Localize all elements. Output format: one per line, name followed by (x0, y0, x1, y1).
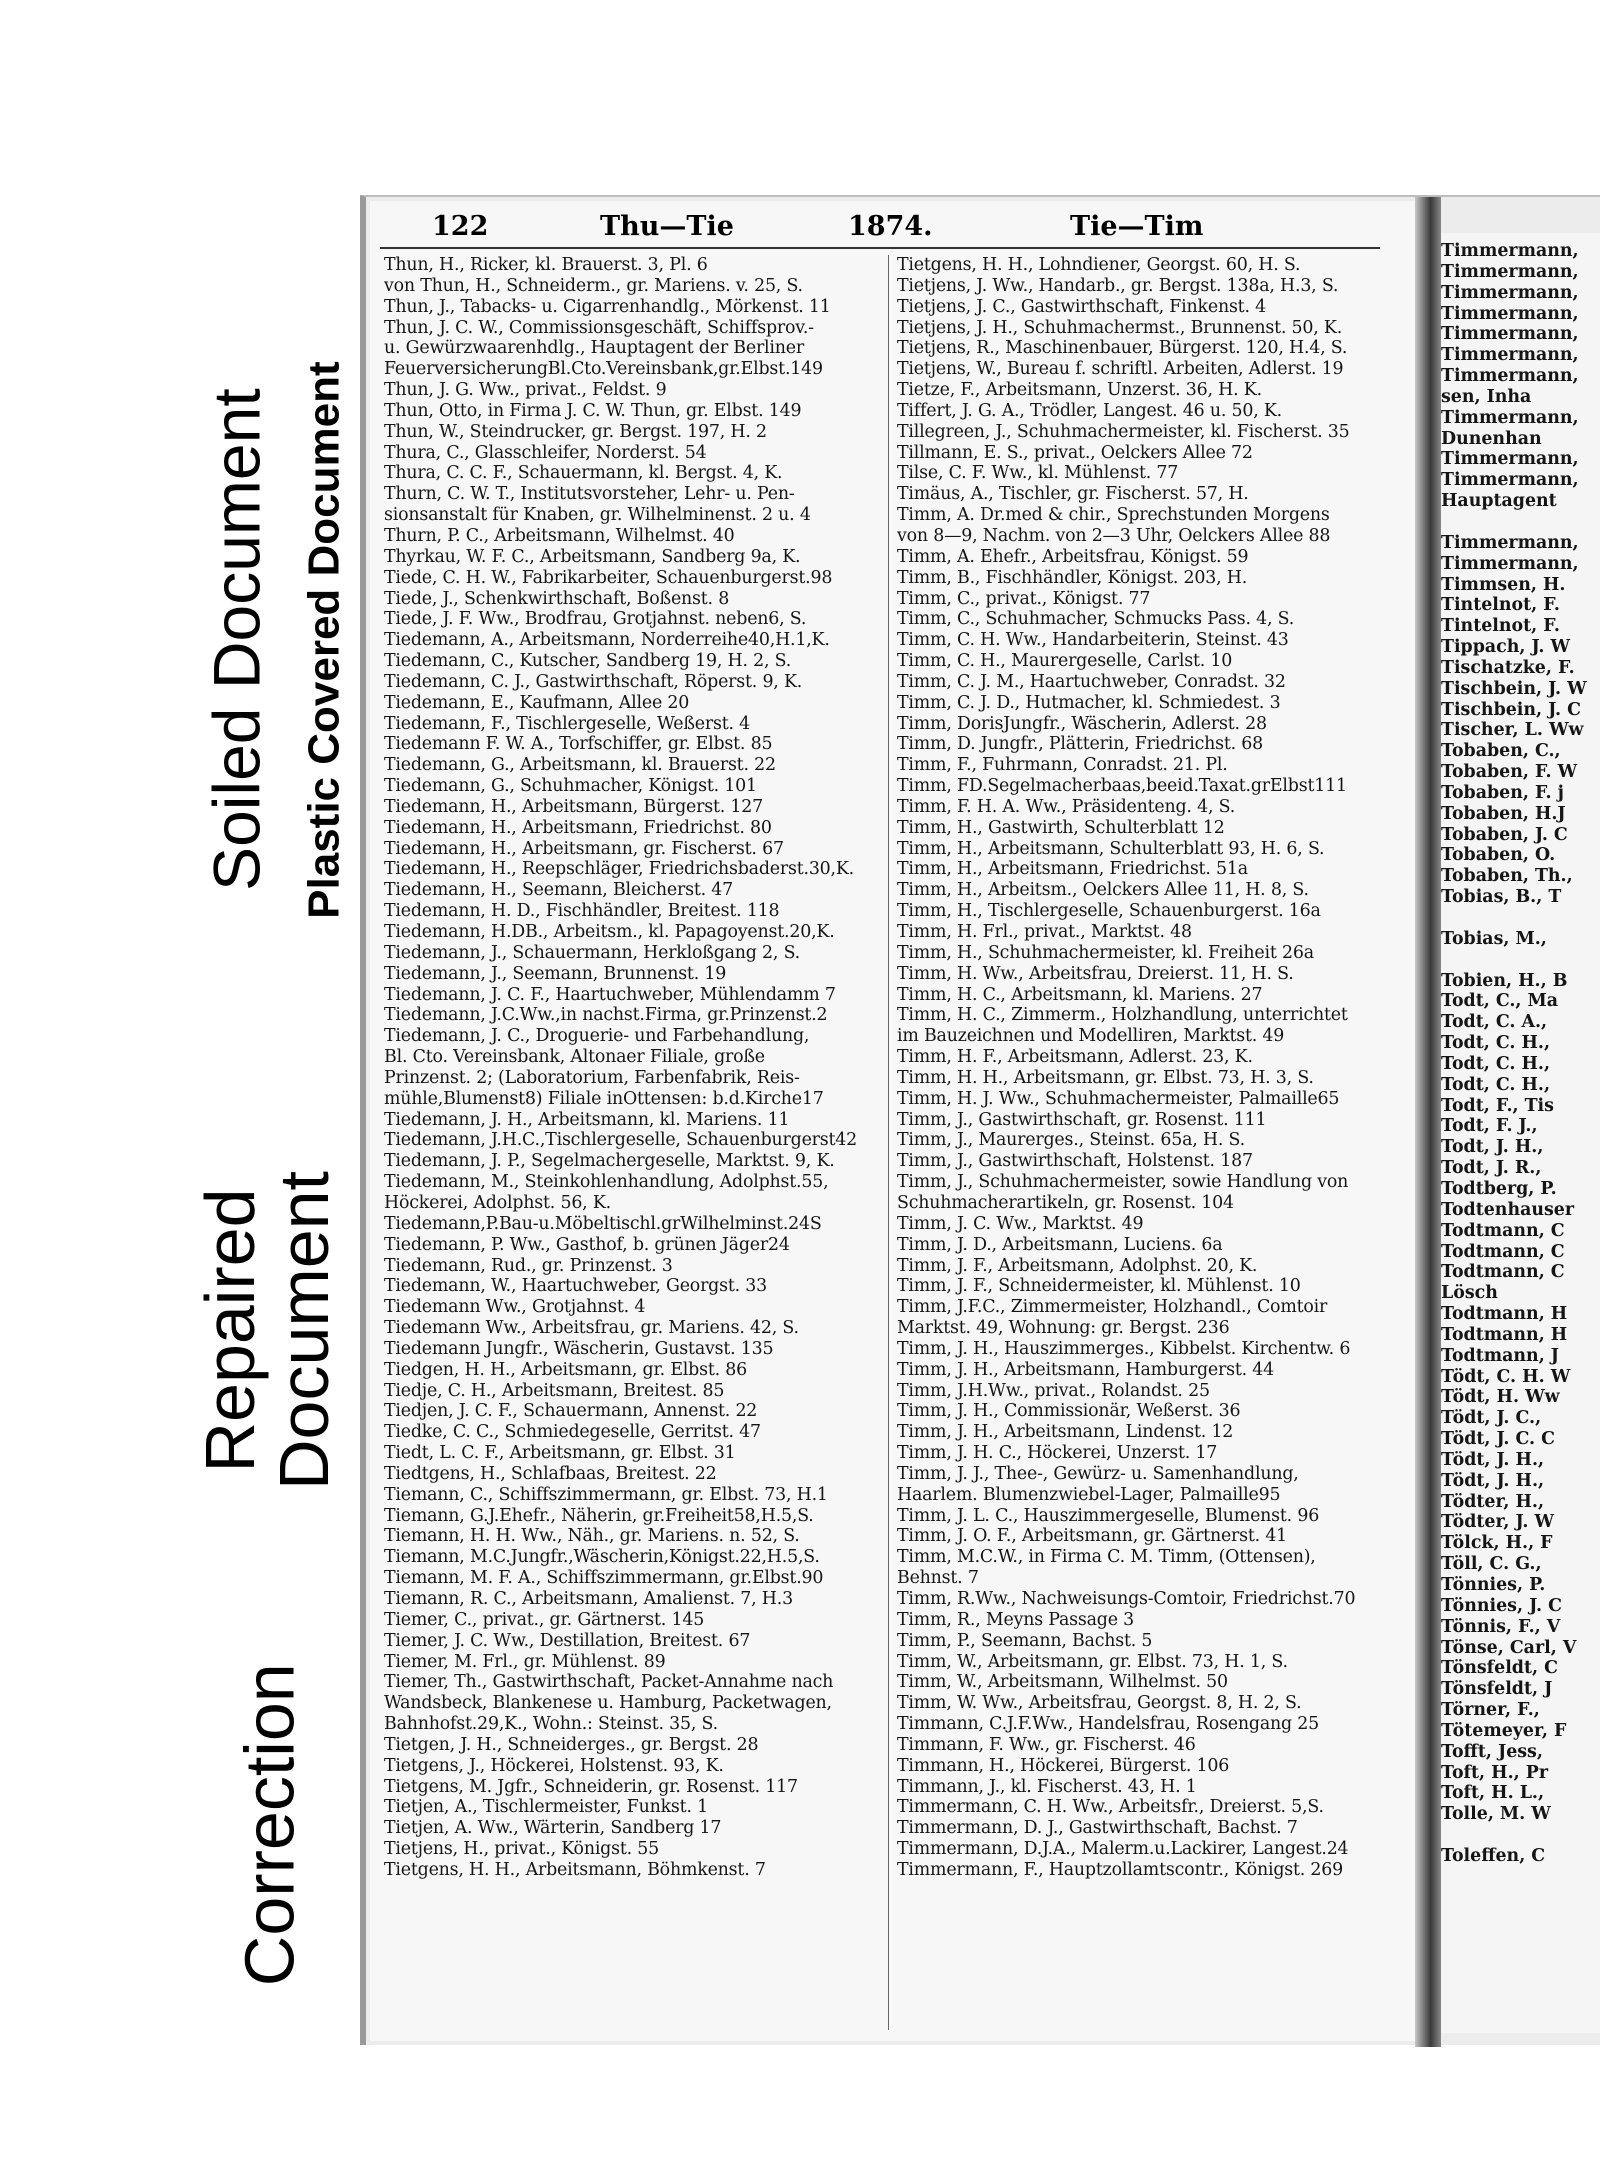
directory-entry: Timm, J. H., Hauszimmerges., Kibbelst. Kirchentw. 6 (897, 1338, 1351, 1359)
directory-entry: Tobaben, F. W (1441, 762, 1578, 783)
label-soiled (190, 300, 285, 980)
directory-entry: Tietjens, W., Bureau f. schriftl. Arbeiten, Adlerst. 19 (897, 359, 1344, 380)
directory-entry: FeuerversicherungBl.Cto.Vereinsbank,gr.Elbst.149 (384, 359, 823, 380)
directory-entry: Timm, J. O. F., Arbeitsmann, gr. Gärtnerst. 41 (897, 1526, 1288, 1547)
directory-entry (1441, 950, 1587, 971)
directory-entry: Tiedemann, A., Arbeitsmann, Norderreihe40,H.1,K. (384, 630, 830, 651)
directory-entry: Thurn, P. C., Arbeitsmann, Wilhelmst. 40 (384, 525, 735, 546)
directory-entry: Timm, J., Gastwirthschaft, gr. Rosenst. 111 (897, 1109, 1267, 1130)
directory-entry: Tietgen, J. H., Schneiderges., gr. Bergst. 28 (384, 1734, 759, 1755)
directory-entry: Todtenhauser (1441, 1199, 1575, 1220)
directory-entry: Timm, J., Schuhmachermeister, sowie Handlung von (897, 1172, 1349, 1193)
directory-entry: Timm, P., Seemann, Bachst. 5 (897, 1630, 1153, 1651)
directory-entry: Dunenhan (1441, 428, 1542, 449)
directory-entry: Timm, M.C.W., in Firma C. M. Timm, (Ottensen), (897, 1547, 1316, 1568)
directory-entry: Bl. Cto. Vereinsbank, Altonaer Filiale, große (384, 1047, 765, 1068)
directory-entry: Tötemeyer, F (1441, 1720, 1567, 1741)
directory-entry: Tietgens, J., Höckerei, Holstenst. 93, K. (384, 1755, 724, 1776)
directory-entry: Tietjen, A. Ww., Wärterin, Sandberg 17 (384, 1818, 722, 1839)
directory-entry: Tietjens, H., privat., Königst. 55 (384, 1839, 660, 1860)
directory-entry: Timm, J. H., Arbeitsmann, Hamburgerst. 44 (897, 1359, 1275, 1380)
directory-entry: Thun, J. C. W., Commissionsgeschäft, Schiffsprov.- (384, 317, 814, 338)
directory-entry: Tödter, H., (1441, 1491, 1545, 1512)
directory-entry: Timm, J. F., Arbeitsmann, Adolphst. 20, K. (897, 1255, 1258, 1276)
directory-entry: Tietgens, H. H., Lohndiener, Georgst. 60, H. S. (897, 255, 1301, 275)
directory-column-left (384, 255, 879, 1881)
directory-entry: Tietgens, M. Jgfr., Schneiderin, gr. Rosenst. 117 (384, 1776, 798, 1797)
directory-entry: Tiedemann, C., Kutscher, Sandberg 19, H. 2, S. (384, 651, 792, 672)
directory-entry: Timm, W., Arbeitsmann, Wilhelmst. 50 (897, 1672, 1228, 1693)
directory-entry: Tiedemann, G., Arbeitsmann, kl. Brauerst. 22 (384, 755, 776, 776)
directory-entry: Timm, J. F., Schneidermeister, kl. Mühlenst. 10 (897, 1276, 1301, 1297)
label-correction-text: Correction (230, 1663, 309, 1987)
directory-entry: Todtmann, C (1441, 1262, 1565, 1283)
directory-entry: Thun, J., Tabacks- u. Cigarrenhandlg., Mörkenst. 11 (384, 296, 831, 317)
directory-entry: Tiedemann, J. P., Segelmachergeselle, Marktst. 9, K. (384, 1151, 835, 1172)
directory-entry: Bahnhofst.29,K., Wohn.: Steinst. 35, S. (384, 1714, 718, 1735)
directory-entry: Timmermann, (1441, 449, 1579, 470)
directory-entry: Tönnies, P. (1441, 1575, 1546, 1595)
directory-entry: Timm, A. Dr.med & chir., Sprechstunden Morgens (897, 505, 1330, 526)
directory-entry: Tiedemann, J. C. F., Haartuchweber, Mühlendamm 7 (384, 984, 836, 1005)
directory-entry: Toft, H. L., (1441, 1783, 1545, 1804)
directory-entry: Tödt, J. H., (1441, 1449, 1545, 1470)
directory-entry: Tischbein, J. C (1441, 699, 1581, 720)
directory-entry: Tiemann, M. F. A., Schiffszimmermann, gr.Elbst.90 (384, 1568, 824, 1589)
directory-entry: Todt, J. R., (1441, 1158, 1542, 1179)
directory-entry: Todt, J. H., (1441, 1137, 1544, 1158)
directory-entry: Tiedke, C. C., Schmiedegeselle, Gerritst. 47 (384, 1422, 761, 1443)
directory-entry: Todt, C. H., (1441, 1074, 1551, 1095)
directory-entry: Tiedemann F. W. A., Torfschiffer, gr. Elbst. 85 (384, 734, 773, 755)
directory-entry: Timm, J.F.C., Zimmermeister, Holzhandl., Comtoir (897, 1297, 1328, 1318)
directory-entry: Tiedemann, H., Arbeitsmann, gr. Fischerst. 67 (384, 838, 784, 859)
directory-entry: Timm, C. J. D., Hutmacher, kl. Schmiedest. 3 (897, 692, 1281, 713)
directory-entry: Tischer, L. Ww (1441, 720, 1584, 741)
directory-entry: von Thun, H., Schneiderm., gr. Mariens. v. 25, S. (384, 275, 803, 296)
directory-entry: Timmermann, (1441, 303, 1579, 324)
directory-entry: Tönse, Carl, V (1441, 1637, 1577, 1658)
directory-entry: Timm, J., Maurerges., Steinst. 65a, H. S. (897, 1130, 1245, 1151)
side-labels (0, 0, 370, 2177)
directory-entry: Timm, H. J. Ww., Schuhmachermeister, Palmaille65 (897, 1088, 1340, 1109)
directory-entry: Tiedemann, H., Reepschläger, Friedrichsbaderst.30,K. (384, 859, 854, 880)
directory-entry: Tintelnot, F. (1441, 595, 1560, 616)
directory-entry: Timmermann, (1441, 407, 1579, 428)
directory-entry: Tiedemann, H., Seemann, Bleicherst. 47 (384, 880, 733, 901)
directory-entry: Tiedje, C. H., Arbeitsmann, Breitest. 85 (384, 1380, 725, 1401)
column-divider (888, 255, 889, 2030)
directory-entry: Timm, H., Arbeitsmann, Schulterblatt 93, H. 6, S. (897, 838, 1325, 859)
directory-entry: Thurn, C. W. T., Institutsvorsteher, Lehr- u. Pen- (384, 484, 795, 505)
directory-entry: Tiemann, R. C., Arbeitsmann, Amalienst. 7, H.3 (384, 1589, 793, 1609)
header-right-range: Tie—Tim (1070, 211, 1204, 242)
directory-entry: Tödt, J. C. C (1441, 1429, 1555, 1450)
directory-entry: Timm, FD.Segelmacherbaas,beeid.Taxat.grElbst111 (897, 776, 1347, 797)
directory-entry: Timm, D. Jungfr., Plätterin, Friedrichst. 68 (897, 734, 1264, 755)
directory-entry: Tiedemann, H.DB., Arbeitsm., kl. Papagoyenst.20,K. (384, 922, 835, 942)
directory-entry: Tiedemann, H., Arbeitsmann, Bürgerst. 127 (384, 796, 764, 817)
directory-entry: Timm, H., Arbeitsm., Oelckers Allee 11, H. 8, S. (897, 880, 1309, 901)
directory-entry: Timm, J. H. C., Höckerei, Unzerst. 17 (897, 1443, 1218, 1464)
directory-entry: Tiedemann Ww., Grotjahnst. 4 (384, 1297, 646, 1318)
directory-entry: Timm, H., Arbeitsmann, Friedrichst. 51a (897, 859, 1248, 880)
directory-entry: Tiedjen, J. C. F., Schauermann, Annenst. 22 (384, 1401, 758, 1422)
directory-entry: Timmann, H., Höckerei, Bürgerst. 106 (897, 1755, 1230, 1776)
directory-entry: Tiedemann, H., Arbeitsmann, Friedrichst. 80 (384, 817, 772, 838)
directory-entry: Timm, J.H.Ww., privat., Rolandst. 25 (897, 1380, 1210, 1401)
directory-entry: Timmermann, (1441, 532, 1579, 553)
directory-entry: Timmermann, D.J.A., Malerm.u.Lackirer, Langest.24 (897, 1839, 1349, 1860)
directory-entry: Tiedemann, J.C.Ww.,in nachst.Firma, gr.Prinzenst.2 (384, 1005, 828, 1026)
directory-entry: Timmermann, (1441, 241, 1579, 261)
directory-entry: Timm, H. Frl., privat., Marktst. 48 (897, 922, 1192, 942)
directory-entry: Höckerei, Adolphst. 56, K. (384, 1192, 611, 1213)
directory-entry: Tobias, M., (1441, 928, 1547, 949)
scanned-spread (360, 195, 1600, 2045)
directory-entry: Timm, C. J. M., Haartuchweber, Conradst. 32 (897, 671, 1286, 692)
directory-entry: Tiedgen, H. H., Arbeitsmann, gr. Elbst. 86 (384, 1359, 748, 1380)
directory-entry: mühle,Blumenst8) Filiale inOttensen: b.d.Kirche17 (384, 1088, 824, 1109)
directory-entry: Timm, B., Fischhändler, Königst. 203, H. (897, 567, 1248, 588)
directory-entry (1441, 512, 1587, 533)
directory-entry: Timmermann, C. H. Ww., Arbeitsfr., Dreierst. 5,S. (897, 1797, 1324, 1818)
directory-entry: Tillegreen, J., Schuhmachermeister, kl. Fischerst. 35 (897, 421, 1350, 442)
directory-entry: Töll, C. G., (1441, 1554, 1542, 1575)
directory-entry: Tiffert, J. G. A., Trödler, Langest. 46 u. 50, K. (897, 400, 1282, 421)
directory-entry: Tödt, J. C., (1441, 1408, 1542, 1429)
directory-entry: Todt, C. H., (1441, 1053, 1551, 1074)
directory-entry: Tietjens, J. H., Schuhmachermst., Brunnenst. 50, K. (897, 317, 1343, 338)
directory-column-right (897, 255, 1397, 1881)
directory-entry: Tiede, C. H. W., Fabrikarbeiter, Schauenburgerst.98 (384, 567, 833, 588)
left-page (370, 201, 1415, 2041)
directory-entry: Todtberg, P. (1441, 1178, 1557, 1199)
directory-entry: Tiemer, Th., Gastwirthschaft, Packet-Annahme nach (384, 1672, 834, 1693)
directory-entry: Todtmann, H (1441, 1304, 1568, 1325)
label-plastic (290, 300, 360, 980)
directory-entry: Timm, F. H. A. Ww., Präsidenteng. 4, S. (897, 796, 1236, 817)
directory-entry: sionsanstalt für Knaben, gr. Wilhelminenst. 2 u. 4 (384, 505, 811, 526)
directory-entry: Thura, C., Glasschleifer, Norderst. 54 (384, 442, 707, 463)
directory-entry: Todtmann, H (1441, 1324, 1568, 1345)
directory-entry: Tietjens, J. C., Gastwirthschaft, Finkenst. 4 (897, 296, 1266, 317)
directory-entry: sen, Inha (1441, 386, 1532, 407)
directory-entry: Tiedemann, Rud., gr. Prinzenst. 3 (384, 1255, 673, 1276)
directory-entry: Tönnies, J. C (1441, 1595, 1562, 1616)
directory-entry: Tintelnot, F. (1441, 616, 1560, 637)
directory-entry: Timmermann, (1441, 470, 1579, 491)
directory-entry: Tiedemann, H. D., Fischhändler, Breitest. 118 (384, 901, 780, 922)
directory-entry: Toleffen, C (1441, 1845, 1546, 1866)
directory-entry: Todt, C. A., (1441, 1012, 1548, 1033)
directory-entry: Tiedemann, W., Haartuchweber, Georgst. 33 (384, 1276, 768, 1297)
directory-entry: Timm, F., Fuhrmann, Conradst. 21. Pl. (897, 755, 1228, 776)
directory-entry: Thun, Otto, in Firma J. C. W. Thun, gr. Elbst. 149 (384, 400, 802, 421)
directory-entry: Timm, R., Meyns Passage 3 (897, 1609, 1134, 1630)
next-page-fragment (1441, 233, 1600, 2033)
header-left-range: Thu—Tie (600, 211, 734, 242)
directory-entry: Timm, C. H. Ww., Handarbeiterin, Steinst. 43 (897, 630, 1289, 651)
directory-entry: Behnst. 7 (897, 1568, 979, 1589)
directory-entry: Timm, H. C., Zimmerm., Holzhandlung, unterrichtet (897, 1005, 1348, 1026)
directory-entry: Tietze, F., Arbeitsmann, Unzerst. 36, H. K. (897, 380, 1262, 401)
directory-entry: Tobaben, J. C (1441, 824, 1568, 845)
label-soiled-text: Soiled Document (199, 388, 274, 892)
directory-entry: Toft, H., Pr (1441, 1762, 1549, 1783)
directory-entry: Tobaben, O. (1441, 845, 1556, 866)
directory-entry: Timm, J. L. C., Hauszimmergeselle, Blumenst. 96 (897, 1505, 1320, 1526)
directory-entry: Tiedemann, F., Tischlergeselle, Weßerst. 4 (384, 713, 751, 734)
directory-entry: Tönsfeldt, C (1441, 1658, 1558, 1679)
directory-entry: Timmermann, (1441, 261, 1579, 282)
directory-entry: Todt, F., Tis (1441, 1095, 1554, 1116)
directory-entry: Todtmann, J (1441, 1345, 1560, 1366)
directory-entry: Timmsen, H. (1441, 574, 1566, 595)
directory-entry: Tobien, H., B (1441, 970, 1568, 991)
directory-entry: Timmermann, (1441, 282, 1579, 303)
directory-entry: Tiedemann, J., Schauermann, Herkloßgang 2, S. (384, 942, 800, 963)
directory-entry: Timm, J. J., Thee-, Gewürz- u. Samenhandlung, (897, 1463, 1299, 1484)
directory-entry: Tobaben, C., (1441, 741, 1561, 762)
directory-entry: Thura, C. C. F., Schauermann, kl. Bergst. 4, K. (384, 463, 783, 484)
directory-entry: Timm, R.Ww., Nachweisungs-Comtoir, Friedrichst.70 (897, 1589, 1356, 1609)
label-repaired-text (191, 1170, 343, 1490)
directory-entry: Tiemer, C., privat., gr. Gärtnerst. 145 (384, 1609, 705, 1630)
directory-entry: Todt, C., Ma (1441, 991, 1559, 1012)
directory-entry: Todtmann, C (1441, 1220, 1565, 1241)
directory-entry: Tolle, M. W (1441, 1804, 1551, 1825)
directory-entry: Tiedemann, P. Ww., Gasthof, b. grünen Jäger24 (384, 1234, 790, 1255)
directory-entry: Timm, H. Ww., Arbeitsfrau, Dreierst. 11, H. S. (897, 963, 1294, 984)
directory-entry: Tischatzke, F. (1441, 657, 1575, 678)
directory-entry: Timmermann, F., Hauptzollamtscontr., Königst. 269 (897, 1859, 1344, 1880)
directory-entry: Lösch (1441, 1283, 1498, 1304)
directory-entry: Tödt, C. H. W (1441, 1366, 1571, 1387)
directory-entry: Tödt, J. H., (1441, 1470, 1545, 1491)
directory-entry: Timmann, F. Ww., gr. Fischerst. 46 (897, 1734, 1196, 1755)
directory-entry: Timmermann, D. J., Gastwirthschaft, Bachst. 7 (897, 1818, 1298, 1839)
directory-entry: Tiedemann, E., Kaufmann, Allee 20 (384, 692, 690, 713)
directory-entry: Tiedemann Ww., Arbeitsfrau, gr. Mariens. 42, S. (384, 1318, 799, 1339)
directory-entry: Thun, W., Steindrucker, gr. Bergst. 197, H. 2 (384, 421, 767, 442)
directory-entry: Tietjens, J. Ww., Handarb., gr. Bergst. 138a, H.3, S. (897, 275, 1339, 296)
directory-entry: Todtmann, C (1441, 1241, 1565, 1262)
directory-entry: Tiedtgens, H., Schlafbaas, Breitest. 22 (384, 1463, 717, 1484)
directory-entry: Tiedemann, M., Steinkohlenhandlung, Adolphst.55, (384, 1172, 829, 1193)
directory-entry: Tiedemann, C. J., Gastwirthschaft, Röperst. 9, K. (384, 671, 803, 692)
directory-entry: Timmann, C.J.F.Ww., Handelsfrau, Rosengang 25 (897, 1714, 1319, 1735)
directory-entry: Timm, J. C. Ww., Marktst. 49 (897, 1213, 1144, 1234)
directory-entry: Tischbein, J. W (1441, 678, 1587, 699)
directory-entry: Marktst. 49, Wohnung: gr. Bergst. 236 (897, 1318, 1230, 1339)
directory-entry: Tölck, H., F (1441, 1533, 1553, 1554)
directory-entry: Timmermann, (1441, 366, 1579, 387)
directory-entry: Tiedemann, J., Seemann, Brunnenst. 19 (384, 963, 727, 984)
directory-entry: Tiede, J. F. Ww., Brodfrau, Grotjahnst. neben6, S. (384, 609, 807, 630)
directory-entry: Prinzenst. 2; (Laboratorium, Farbenfabrik, Reis- (384, 1067, 800, 1088)
directory-entry: Tiemer, J. C. Ww., Destillation, Breitest. 67 (384, 1630, 751, 1651)
directory-entry: Timm, C., privat., Königst. 77 (897, 588, 1151, 609)
directory-entry: Timm, W., Arbeitsmann, gr. Elbst. 73, H. 1, S. (897, 1651, 1288, 1672)
directory-entry: Timm, J. D., Arbeitsmann, Luciens. 6a (897, 1234, 1223, 1255)
directory-entry: Hauptagent (1441, 491, 1557, 512)
directory-entry: Tiedemann, J. H., Arbeitsmann, kl. Mariens. 11 (384, 1109, 790, 1130)
directory-entry: Törner, F., (1441, 1700, 1540, 1721)
directory-entry: Timm, H. F., Arbeitsmann, Adlerst. 23, K. (897, 1047, 1253, 1068)
page-header (370, 211, 1370, 247)
directory-entry: Tiedemann, J. C., Droguerie- und Farbehandlung, (384, 1026, 810, 1047)
directory-entry: im Bauzeichnen und Modelliren, Marktst. 49 (897, 1026, 1285, 1047)
next-page-column (1441, 241, 1587, 1867)
directory-entry: Tiemann, M.C.Jungfr.,Wäscherin,Königst.22,H.5,S. (384, 1547, 820, 1568)
directory-entry: Timm, J. H., Commissionär, Weßerst. 36 (897, 1401, 1241, 1422)
label-plastic-text: Plastic Covered Document (299, 361, 349, 919)
directory-entry: Tobias, B., T (1441, 887, 1562, 908)
label-repaired (180, 1090, 355, 1570)
directory-entry: Tietgens, H. H., Arbeitsmann, Böhmkenst. 7 (384, 1859, 766, 1880)
directory-entry: Tiemann, G.J.Ehefr., Näherin, gr.Freiheit58,H.5,S. (384, 1505, 814, 1526)
directory-entry: Timm, H., Schuhmachermeister, kl. Freiheit 26a (897, 942, 1314, 963)
label-repaired-word1: Repaired (191, 1187, 270, 1473)
directory-entry: Thyrkau, W. F. C., Arbeitsmann, Sandberg 9a, K. (384, 546, 801, 567)
directory-entry: Tiedemann Jungfr., Wäscherin, Gustavst. 135 (384, 1338, 774, 1359)
directory-entry: Timäus, A., Tischler, gr. Fischerst. 57, H. (897, 484, 1249, 505)
directory-entry: Haarlem. Blumenzwiebel-Lager, Palmaille95 (897, 1484, 1281, 1505)
directory-entry: Tobaben, H.J (1441, 803, 1566, 824)
directory-entry: Timmermann, (1441, 324, 1579, 345)
directory-entry: Tiedemann, G., Schuhmacher, Königst. 101 (384, 776, 757, 797)
directory-entry: Todt, C. H., (1441, 1033, 1551, 1054)
directory-entry: Todt, F. J., (1441, 1116, 1538, 1137)
directory-entry: Timm, H., Gastwirth, Schulterblatt 12 (897, 817, 1225, 838)
page-number: 122 (432, 211, 489, 242)
directory-entry: Thun, H., Ricker, kl. Brauerst. 3, Pl. 6 (384, 255, 708, 275)
header-year: 1874. (848, 211, 933, 242)
directory-entry: u. Gewürzwaarenhdlg., Hauptagent der Berliner (384, 338, 804, 359)
directory-entry: Timm, H. H., Arbeitsmann, gr. Elbst. 73, H. 3, S. (897, 1067, 1314, 1088)
directory-entry: Tönsfeldt, J (1441, 1679, 1553, 1700)
directory-entry: Timm, J. H., Arbeitsmann, Lindenst. 12 (897, 1422, 1234, 1443)
directory-entry: Timm, J., Gastwirthschaft, Holstenst. 187 (897, 1151, 1253, 1172)
directory-entry: Tilse, C. F. Ww., kl. Mühlenst. 77 (897, 463, 1179, 484)
directory-entry: Timm, H., Tischlergeselle, Schauenburgerst. 16a (897, 901, 1321, 922)
directory-entry: Tiedemann,P.Bau-u.Möbeltischl.grWilhelminst.24S (384, 1213, 822, 1234)
directory-entry: Timm, DorisJungfr., Wäscherin, Adlerst. 28 (897, 713, 1267, 734)
directory-entry: Timmann, J., kl. Fischerst. 43, H. 1 (897, 1776, 1197, 1797)
directory-entry: Timm, A. Ehefr., Arbeitsfrau, Königst. 59 (897, 546, 1249, 567)
directory-entry: Tiemann, H. H. Ww., Näh., gr. Mariens. n. 52, S. (384, 1526, 800, 1547)
directory-entry: Tippach, J. W (1441, 637, 1570, 658)
directory-entry (1441, 908, 1587, 929)
directory-entry: Schuhmacherartikeln, gr. Rosenst. 104 (897, 1192, 1234, 1213)
directory-entry: Timm, W. Ww., Arbeitsfrau, Georgst. 8, H. 2, S. (897, 1693, 1302, 1714)
book-gutter (1415, 197, 1441, 2047)
directory-entry: Tödt, H. Ww (1441, 1387, 1560, 1408)
header-rule (380, 247, 1380, 249)
directory-entry: Tobaben, Th., (1441, 866, 1573, 887)
label-correction (210, 1590, 330, 2060)
directory-entry: Tofft, Jess, (1441, 1741, 1543, 1762)
directory-entry (1441, 1825, 1587, 1846)
directory-entry: Timmermann, (1441, 553, 1579, 574)
directory-entry: Tönnis, F., V (1441, 1616, 1561, 1637)
directory-entry: Tietjens, R., Maschinenbauer, Bürgerst. 120, H.4, S. (897, 338, 1348, 359)
directory-entry: Tiemann, C., Schiffszimmermann, gr. Elbst. 73, H.1 (384, 1484, 828, 1505)
directory-entry: Tiedemann, J.H.C.,Tischlergeselle, Schauenburgerst42 (384, 1130, 858, 1151)
directory-entry: Wandsbeck, Blankenese u. Hamburg, Packetwagen, (384, 1693, 832, 1714)
directory-entry: Tiemer, M. Frl., gr. Mühlenst. 89 (384, 1651, 666, 1672)
directory-entry: Timm, C., Schuhmacher, Schmucks Pass. 4, S. (897, 609, 1295, 630)
directory-entry: von 8—9, Nachm. von 2—3 Uhr, Oelckers Allee 88 (897, 525, 1331, 546)
directory-entry: Timmermann, (1441, 345, 1579, 366)
directory-entry: Timm, C. H., Maurergeselle, Carlst. 10 (897, 651, 1233, 672)
directory-entry: Tiede, J., Schenkwirthschaft, Boßenst. 8 (384, 588, 730, 609)
directory-entry: Tödter, J. W (1441, 1512, 1555, 1533)
directory-entry: Tiedt, L. C. F., Arbeitsmann, gr. Elbst. 31 (384, 1443, 736, 1464)
label-repaired-word2: Document (264, 1170, 343, 1490)
directory-entry: Tobaben, F. j (1441, 782, 1564, 803)
directory-entry: Timm, H. C., Arbeitsmann, kl. Mariens. 27 (897, 984, 1263, 1005)
directory-entry: Thun, J. G. Ww., privat., Feldst. 9 (384, 380, 667, 401)
directory-entry: Tillmann, E. S., privat., Oelckers Allee 72 (897, 442, 1253, 463)
directory-entry: Tietjen, A., Tischlermeister, Funkst. 1 (384, 1797, 708, 1818)
